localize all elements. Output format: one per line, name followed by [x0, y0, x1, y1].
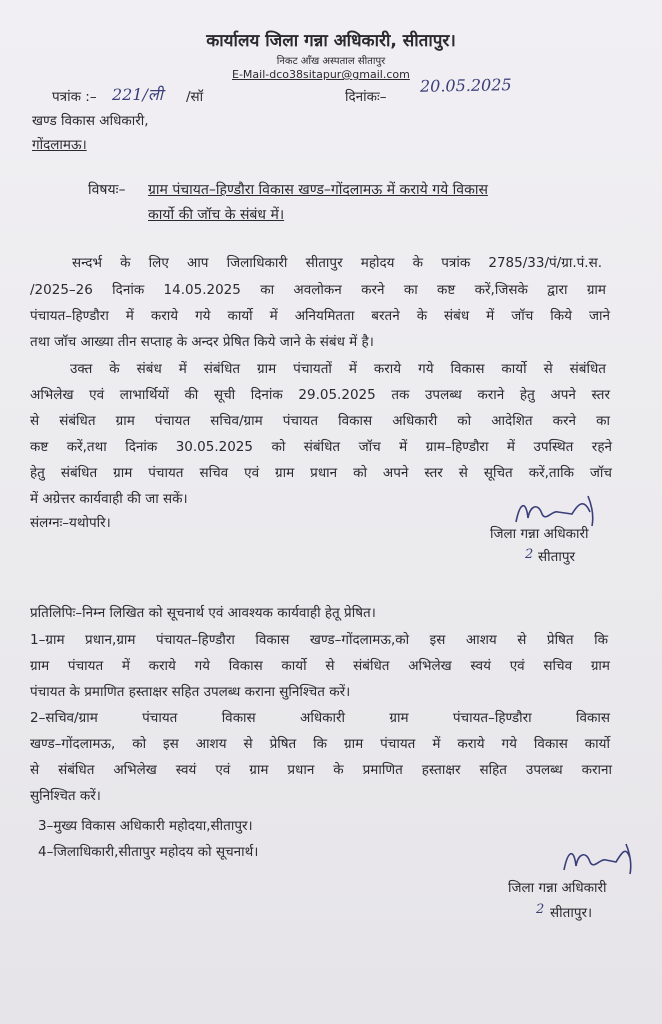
copy-item1-line: पंचायत के प्रमाणित हस्ताक्षर सहित उपलब्ध कराना सुनिश्चित करें। [30, 684, 351, 700]
body-p2-line: कष्ट करें,तथा दिनांक 30.05.2025 को संबंधित जॉच में ग्राम–हिण्डौरा में उपस्थित रहने [30, 439, 612, 455]
copy-item2-line: खण्ड–गोंदलामऊ, को इस आशय से प्रेषित कि ग्राम पंचायत में कराये गये विकास कार्यो [30, 736, 610, 752]
dinank-label: दिनांकः– [345, 89, 387, 105]
signature2-designation: जिला गन्ना अधिकारी [508, 880, 607, 896]
body-p2-line: उक्त के संबंध में संबंधित ग्राम पंचायतों में कराये गये विकास कार्यो से संबंधित [70, 361, 606, 377]
signature-scribble-2 [560, 838, 640, 878]
office-title: कार्यालय जिला गन्ना अधिकारी, सीतापुर। [206, 31, 456, 51]
body-p1-line: तथा जॉच आख्या तीन सप्ताह के अन्दर प्रेषित किये जाने के संबंध में है। [30, 334, 374, 350]
recipient-line1: खण्ड विकास अधिकारी, [32, 113, 149, 129]
office-email: E-Mail-dco38sitapur@gmail.com [232, 68, 410, 81]
signature1-place: सीतापुर [538, 549, 576, 565]
signature2-place: सीतापुर। [550, 905, 593, 921]
patrank-label: पत्रांक :– [52, 89, 97, 105]
recipient-line2 [32, 135, 118, 153]
copy-item2-line: 2–सचिव/ग्राम पंचायत विकास अधिकारी ग्राम पंचायत–हिण्डौरा विकास [30, 710, 610, 726]
recipient-place: गोंदलामऊ। [32, 137, 87, 153]
copy-heading: प्रतिलिपिः–निम्न लिखित को सूचनार्थ एवं आवश्यक कार्यवाही हेतू प्रेषित। [30, 605, 376, 621]
copy-item2-line: से संबंधित अभिलेख स्वयं एवं ग्राम प्रधान के प्रमाणित हस्ताक्षर सहित उपलब्ध कराना [30, 762, 612, 778]
patrank-handwritten: 221/ली [112, 85, 163, 104]
body-p2-line: हेतु संबंधित ग्राम पंचायत सचिव एवं ग्राम प्रधान को अपने स्तर से सूचित करें,ताकि जॉच [30, 465, 612, 481]
body-p2-line: में अग्रेत्तर कार्यवाही की जा सकें। [30, 491, 188, 507]
dinank-handwritten: 20.05.2025 [419, 75, 512, 96]
body-p2-line: से संबंधित ग्राम पंचायत सचिव/ग्राम पंचायत विकास अधिकारी को आदेशित करने का [30, 413, 610, 429]
body-p1-line: सन्दर्भ के लिए आप जिलाधिकारी सीतापुर महोदय के पत्रांक 2785/33/पं/ग्रा.पं.स. [72, 255, 602, 271]
signature1-mark: 2 [525, 547, 534, 562]
signature1-designation: जिला गन्ना अधिकारी [490, 526, 589, 542]
signature2-mark: 2 [536, 902, 545, 917]
copy-item2-line: सुनिश्चित करें। [30, 788, 101, 804]
body-p1-line: पंचायत–हिण्डौरा में कराये गये कार्यो में अनियमितता बरतने के संबंध में जॉच किये जाने [30, 308, 610, 324]
body-p2-line: अभिलेख एवं लाभार्थियों की सूची दिनांक 29.05.2025 तक उपलब्ध कराने हेतु अपने स्तर [30, 387, 610, 403]
patrank-suffix: /सॉ [186, 89, 204, 105]
subject-line2: कार्यो की जॉच के संबंध में। [148, 207, 285, 223]
copy-item4: 4–जिलाधिकारी,सीतापुर महोदय को सूचनार्थ। [38, 844, 259, 860]
office-address: निकट आँख अस्पताल सीतापुर [276, 56, 386, 67]
copy-item1-line: ग्राम पंचायत में कराये गये विकास कार्यो से संबंधित अभिलेख स्वयं एवं सचिव ग्राम [30, 658, 610, 674]
subject-line1: ग्राम पंचायत–हिण्डौरा विकास खण्ड–गोंदलामऊ में कराये गये विकास [148, 182, 488, 198]
subject-label: विषयः– [88, 182, 126, 198]
body-p1-line: /2025–26 दिनांक 14.05.2025 का अवलोकन करने का कष्ट करें,जिसके द्वारा ग्राम [30, 282, 606, 298]
enclosure: संलग्नः–यथोपरि। [30, 515, 111, 531]
copy-item3: 3–मुख्य विकास अधिकारी महोदया,सीतापुर। [38, 818, 253, 834]
copy-item1-line: 1–ग्राम प्रधान,ग्राम पंचायत–हिण्डौरा विकास खण्ड–गोंदलामऊ,को इस आशय से प्रेषित कि [30, 632, 608, 648]
